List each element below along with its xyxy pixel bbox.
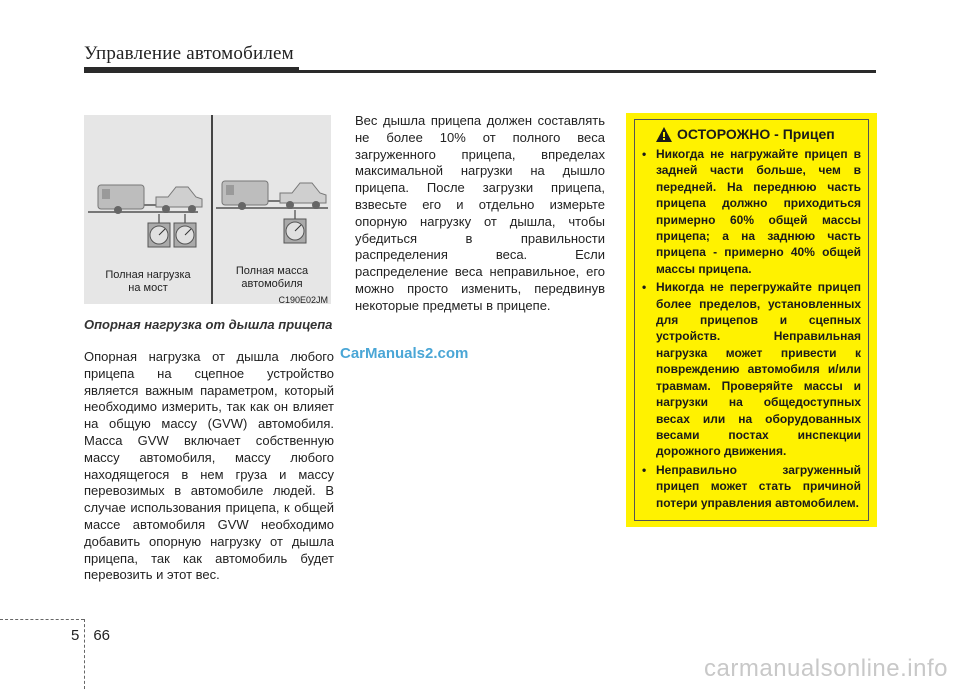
caption-gross-weight: Полная масса автомобиля <box>235 265 309 290</box>
warning-icon <box>656 127 672 142</box>
header-title: Управление автомобилем <box>84 43 294 64</box>
watermark-carmanualsonline[interactable]: carmanualsonline.info <box>704 655 948 682</box>
left-car-wheel-rear <box>188 205 196 213</box>
page-number-value: 66 <box>93 627 111 644</box>
right-car <box>280 183 326 203</box>
right-scene <box>216 181 328 243</box>
caution-list <box>640 146 861 511</box>
left-scene <box>88 185 202 247</box>
caution-title: ОСТОРОЖНО - Прицеп <box>656 126 861 142</box>
trailer-load-figure <box>84 115 331 304</box>
page-number <box>71 627 110 644</box>
left-car <box>156 187 202 207</box>
caution-item: • Никогда не перегружайте прицеп более пределов, установленных для прицепов и сцепных устройств. Неправильная нагрузка может привести к повреждению автомобиля и/или травмам. Проверяйте массы и нагрузки на общедоступных весах или на оборудованных весами постах инспекции дорожного движения. <box>642 280 861 459</box>
column1-body: Опорная нагрузка от дышла любого прицепа на сцепное устройство является важным параметром, который необходимо измерить, так как он влияет на общую массу (GVW) автомобиля. Масса GVW включает собственную массу автомобиля, массу любого находящегося в нем груза и массу перевозимых в автомобиле людей. В случае использования прицепа, к общей массе автомобиля GVW необходимо добавить опорную нагрузку от дышла прицепа, так как автомобиль будет перевозить и этот вес. <box>84 349 334 583</box>
column2-body: Вес дышла прицепа должен составлять не более 10% от полного веса загруженного прицепа, впределах максимальной нагрузки на дышло прицепа. После загрузки прицепа, взвесьте его и отдельно измерьте опорную нагрузку от дышла, чтобы убедиться в правильности распределения веса. Если распределение веса неправильное, его можно просто изменить, передвинув некоторые предметы в прицепе. <box>355 113 605 313</box>
section-heading: Опорная нагрузка от дышла прицепа <box>84 317 333 332</box>
left-car-wheel-front <box>162 205 170 213</box>
caution-item: • Неправильно загруженный прицеп может стать причиной потери управления автомобилем. <box>642 462 861 510</box>
header-rule <box>84 70 876 73</box>
caution-box <box>626 113 877 527</box>
left-ground <box>88 211 198 213</box>
figure-code: C190E02JM <box>278 295 328 305</box>
caption-axle-load: Полная нагрузка на мост <box>105 269 191 294</box>
left-trailer-window <box>102 189 110 199</box>
section-number: 5 <box>71 627 80 644</box>
figure-divider <box>211 115 213 304</box>
left-trailer-wheel <box>114 206 122 214</box>
caution-item: • Никогда не нагружайте прицеп в задней части больше, чем в передней. На переднюю часть прицепа должно приходиться примерно 60% общей массы прицепа; а на заднюю часть прицепа - примерно 40% общей массы прицепа. <box>642 147 861 276</box>
watermark-carmanuals2[interactable]: CarManuals2.com <box>340 345 469 362</box>
footer-rule <box>0 619 84 620</box>
